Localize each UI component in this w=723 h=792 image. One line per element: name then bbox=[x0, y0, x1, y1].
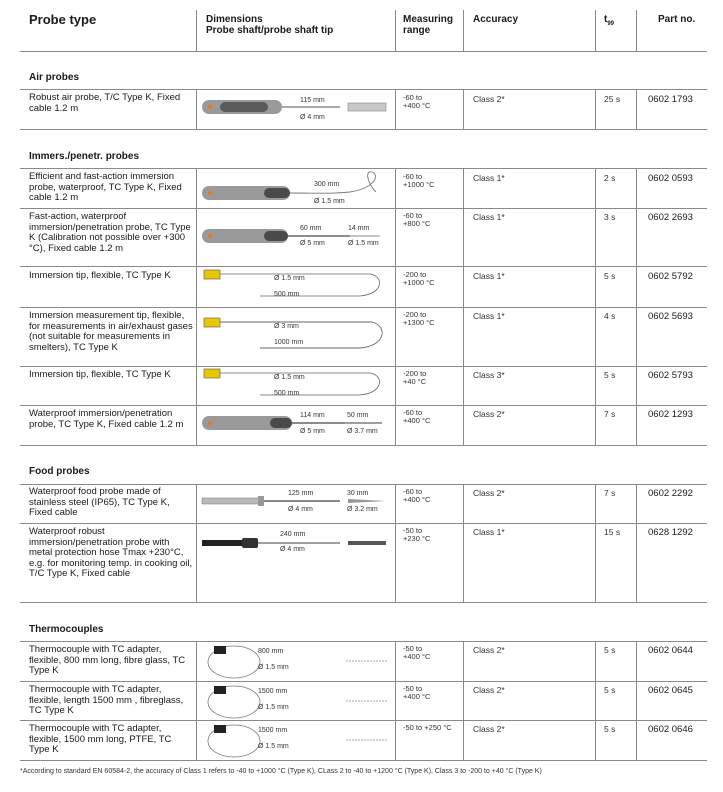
accuracy-class: Class 1* bbox=[473, 311, 505, 321]
probe-tip bbox=[348, 499, 386, 503]
col-divider bbox=[636, 168, 637, 445]
dimension-diameter: Ø 1.5 mm bbox=[274, 275, 305, 282]
range-max: +400 °C bbox=[403, 692, 431, 701]
flexible-tip-image bbox=[200, 316, 390, 356]
col-divider bbox=[463, 89, 464, 129]
dimension-tip-length: 30 mm bbox=[347, 490, 369, 497]
header-part-no: Part no. bbox=[658, 14, 696, 25]
response-time: 5 s bbox=[604, 724, 616, 734]
rule bbox=[20, 266, 707, 267]
dimension-diameter: Ø 1.5 mm bbox=[258, 743, 289, 750]
range-min: -50 to bbox=[403, 644, 423, 653]
thermocouple-image bbox=[200, 682, 390, 720]
rule bbox=[20, 760, 707, 761]
tc-connector bbox=[214, 646, 226, 654]
range-max: +400 °C bbox=[403, 495, 431, 504]
header-probe-type: Probe type bbox=[29, 12, 97, 27]
header-dimensions-sub: Probe shaft/probe shaft tip bbox=[206, 25, 334, 36]
accuracy-class: Class 1* bbox=[473, 212, 505, 222]
range-min: -50 to bbox=[403, 526, 423, 535]
probe-grip bbox=[264, 188, 290, 198]
range-max: +800 °C bbox=[403, 219, 431, 228]
accuracy-class: Class 2* bbox=[473, 488, 505, 498]
section-immersion-probes: Immers./penetr. probes bbox=[29, 151, 140, 162]
probe-handle bbox=[242, 538, 258, 548]
dimension-length: 114 mm bbox=[300, 412, 325, 419]
row-description: Thermocouple with TC adapter, flexible, 1500 mm long, PTFE, TC Type K bbox=[29, 723, 172, 756]
dimension-length: 60 mm bbox=[300, 225, 322, 232]
col-divider bbox=[595, 89, 596, 129]
probe-logo-dot bbox=[208, 105, 212, 109]
range-min: -60 to bbox=[403, 93, 423, 102]
accuracy-footnote: *According to standard EN 60584-2, the accuracy of Class 1 refers to -40 to +1000 °C (Type K), CLass 2 to -40 to +1200 °C (Type K), Class 3 to -200 to +40 °C (Type K) bbox=[20, 768, 542, 775]
dimension-length: 115 mm bbox=[300, 97, 325, 104]
response-time: 4 s bbox=[604, 311, 616, 321]
dimension-length: 125 mm bbox=[288, 490, 314, 497]
dimension-length: 800 mm bbox=[258, 648, 284, 655]
row-description: Fast-action, waterproof immersion/penetration probe, TC Type K (Calibration not possible over +300 °C), Fixed cable 1.2 m bbox=[29, 211, 191, 254]
immersion-probe-image bbox=[200, 170, 390, 206]
dimension-diameter: Ø 5 mm bbox=[300, 428, 325, 435]
range-max: +400 °C bbox=[403, 652, 431, 661]
thermocouple-image bbox=[200, 721, 390, 759]
dimension-diameter: Ø 3 mm bbox=[274, 323, 299, 330]
header-dimensions: Dimensions bbox=[206, 14, 263, 25]
probe-tip bbox=[348, 103, 386, 111]
header-range: range bbox=[403, 25, 431, 36]
col-divider bbox=[463, 484, 464, 602]
range-min: -60 to bbox=[403, 211, 423, 220]
row-description: Waterproof robust immersion/penetration probe with metal protection hose Tmax +230°C, e.g. for monitoring temp. in cooking oil, T/C Type K, Fixed cable bbox=[29, 526, 193, 580]
part-number: 0602 1293 bbox=[648, 409, 693, 420]
dimension-diameter: Ø 5 mm bbox=[300, 240, 325, 247]
dimension-diameter: Ø 4 mm bbox=[288, 506, 313, 513]
response-time: 15 s bbox=[604, 527, 621, 537]
range-min: -200 to bbox=[403, 369, 427, 378]
col-divider bbox=[636, 89, 637, 129]
rule bbox=[20, 168, 707, 169]
col-divider bbox=[196, 89, 197, 129]
row-description: Immersion tip, flexible, TC Type K bbox=[29, 270, 171, 281]
part-number: 0602 2693 bbox=[648, 212, 693, 223]
response-time: 25 s bbox=[604, 94, 621, 104]
dimension-tip-diameter: Ø 3.7 mm bbox=[347, 428, 378, 435]
accuracy-class: Class 2* bbox=[473, 724, 505, 734]
accuracy-class: Class 1* bbox=[473, 271, 505, 281]
dimension-diameter: Ø 4 mm bbox=[280, 546, 305, 553]
rule bbox=[20, 307, 707, 308]
flexible-tip-image bbox=[200, 367, 390, 403]
dimension-length: 300 mm bbox=[314, 181, 340, 188]
rule bbox=[20, 445, 707, 446]
section-thermocouples: Thermocouples bbox=[29, 624, 104, 635]
accuracy-class: Class 2* bbox=[473, 409, 505, 419]
range-min: -60 to bbox=[403, 172, 423, 181]
rule bbox=[20, 602, 707, 603]
dimension-diameter: Ø 1.5 mm bbox=[314, 198, 345, 205]
rule bbox=[20, 484, 707, 485]
dimension-length: 240 mm bbox=[280, 531, 306, 538]
row-description: Thermocouple with TC adapter, flexible, length 1500 mm , fibreglass, TC Type K bbox=[29, 684, 184, 717]
response-time: 7 s bbox=[604, 409, 616, 419]
dimension-tip-length: 50 mm bbox=[347, 412, 369, 419]
range-max: +1000 °C bbox=[403, 180, 435, 189]
rule bbox=[20, 51, 707, 52]
col-divider bbox=[395, 10, 396, 51]
col-divider bbox=[196, 168, 197, 445]
col-divider bbox=[595, 10, 596, 51]
range-min: -50 to bbox=[403, 684, 423, 693]
part-number: 0628 1292 bbox=[648, 527, 693, 538]
response-time: 5 s bbox=[604, 271, 616, 281]
accuracy-class: Class 2* bbox=[473, 94, 505, 104]
accuracy-class: Class 1* bbox=[473, 173, 505, 183]
col-divider bbox=[636, 641, 637, 760]
part-number: 0602 1793 bbox=[648, 94, 693, 105]
col-divider bbox=[463, 168, 464, 445]
flexible-tip-image bbox=[200, 268, 390, 304]
dimension-tip-diameter: Ø 1.5 mm bbox=[348, 240, 379, 247]
section-food-probes: Food probes bbox=[29, 466, 90, 477]
dimension-length: 500 mm bbox=[274, 390, 300, 397]
col-divider bbox=[463, 10, 464, 51]
col-divider bbox=[595, 484, 596, 602]
tc-connector bbox=[204, 318, 220, 327]
range-max: +230 °C bbox=[403, 534, 431, 543]
range-max: +1000 °C bbox=[403, 278, 435, 287]
range-max: +40 °C bbox=[403, 377, 427, 386]
range-max: +1300 °C bbox=[403, 318, 435, 327]
col-divider bbox=[595, 641, 596, 760]
accuracy-class: Class 2* bbox=[473, 685, 505, 695]
rule bbox=[20, 405, 707, 406]
tc-connector bbox=[204, 369, 220, 378]
dimension-length: 1000 mm bbox=[274, 339, 304, 346]
part-number: 0602 2292 bbox=[648, 488, 693, 499]
rule bbox=[20, 89, 707, 90]
row-description: Waterproof immersion/penetration probe, TC Type K, Fixed cable 1.2 m bbox=[29, 408, 184, 430]
dimension-length: 500 mm bbox=[274, 291, 300, 298]
response-time: 5 s bbox=[604, 645, 616, 655]
probe-logo-dot bbox=[208, 421, 212, 425]
dimension-tip-length: 14 mm bbox=[348, 225, 370, 232]
accuracy-class: Class 3* bbox=[473, 370, 505, 380]
dimension-diameter: Ø 1.5 mm bbox=[258, 664, 289, 671]
probe-hose bbox=[202, 540, 242, 546]
section-air-probes: Air probes bbox=[29, 72, 80, 83]
part-number: 0602 5793 bbox=[648, 370, 693, 381]
probe-grip bbox=[220, 102, 268, 112]
accuracy-class: Class 1* bbox=[473, 527, 505, 537]
probe-collar bbox=[258, 496, 264, 506]
row-description: Immersion measurement tip, flexible, for measurements in air/exhaust gases (not suitable for measurements in smelters), TC Type K bbox=[29, 310, 193, 353]
probe-tip bbox=[348, 541, 386, 545]
dimension-length: 1500 mm bbox=[258, 688, 288, 695]
accuracy-class: Class 2* bbox=[473, 645, 505, 655]
range-min: -50 to +250 °C bbox=[403, 723, 452, 732]
response-time: 3 s bbox=[604, 212, 616, 222]
row-description: Thermocouple with TC adapter, flexible, 800 mm long, fibre glass, TC Type K bbox=[29, 644, 186, 677]
col-divider bbox=[395, 168, 396, 445]
part-number: 0602 0645 bbox=[648, 685, 693, 696]
col-divider bbox=[395, 641, 396, 760]
range-min: -200 to bbox=[403, 310, 427, 319]
col-divider bbox=[395, 484, 396, 602]
range-max: +400 °C bbox=[403, 416, 431, 425]
col-divider bbox=[463, 641, 464, 760]
part-number: 0602 0646 bbox=[648, 724, 693, 735]
col-divider bbox=[196, 10, 197, 51]
dimension-diameter: Ø 1.5 mm bbox=[274, 374, 305, 381]
header-t99-sub: 99 bbox=[607, 21, 615, 27]
part-number: 0602 0644 bbox=[648, 645, 693, 656]
probe-handle bbox=[202, 498, 260, 504]
rule bbox=[20, 523, 707, 524]
row-description: Efficient and fast-action immersion probe, waterproof, TC Type K, Fixed cable 1.2 m bbox=[29, 171, 182, 204]
row-description: Robust air probe, T/C Type K, Fixed cable 1.2 m bbox=[29, 92, 181, 114]
header-measuring: Measuring bbox=[403, 14, 454, 25]
dimension-tip-diameter: Ø 3.2 mm bbox=[347, 506, 378, 513]
row-description: Immersion tip, flexible, TC Type K bbox=[29, 369, 171, 380]
header-accuracy: Accuracy bbox=[473, 14, 519, 25]
col-divider bbox=[636, 10, 637, 51]
probe-grip bbox=[270, 418, 292, 428]
tc-connector bbox=[214, 725, 226, 733]
col-divider bbox=[395, 89, 396, 129]
probe-logo-dot bbox=[208, 191, 212, 195]
col-divider bbox=[196, 641, 197, 760]
thermocouple-image bbox=[200, 642, 390, 680]
part-number: 0602 5792 bbox=[648, 271, 693, 282]
range-min: -200 to bbox=[403, 270, 427, 279]
probe-grip bbox=[264, 231, 288, 241]
probe-logo-dot bbox=[208, 234, 212, 238]
dimension-diameter: Ø 1.5 mm bbox=[258, 704, 289, 711]
tc-connector bbox=[204, 270, 220, 279]
rule bbox=[20, 129, 707, 130]
tc-connector bbox=[214, 686, 226, 694]
header-t99-main: t bbox=[604, 14, 608, 25]
dimension-length: 1500 mm bbox=[258, 727, 288, 734]
response-time: 5 s bbox=[604, 370, 616, 380]
response-time: 7 s bbox=[604, 488, 616, 498]
rule bbox=[20, 208, 707, 209]
col-divider bbox=[595, 168, 596, 445]
col-divider bbox=[196, 484, 197, 602]
dimension-diameter: Ø 4 mm bbox=[300, 114, 325, 121]
range-min: -60 to bbox=[403, 408, 423, 417]
part-number: 0602 0593 bbox=[648, 173, 693, 184]
air-probe-image bbox=[200, 94, 390, 124]
range-min: -60 to bbox=[403, 487, 423, 496]
col-divider bbox=[636, 484, 637, 602]
header-t99 bbox=[604, 14, 614, 30]
response-time: 5 s bbox=[604, 685, 616, 695]
response-time: 2 s bbox=[604, 173, 616, 183]
range-max: +400 °C bbox=[403, 101, 431, 110]
row-description: Waterproof food probe made of stainless steel (IP65), TC Type K, Fixed cable bbox=[29, 486, 170, 519]
part-number: 0602 5693 bbox=[648, 311, 693, 322]
